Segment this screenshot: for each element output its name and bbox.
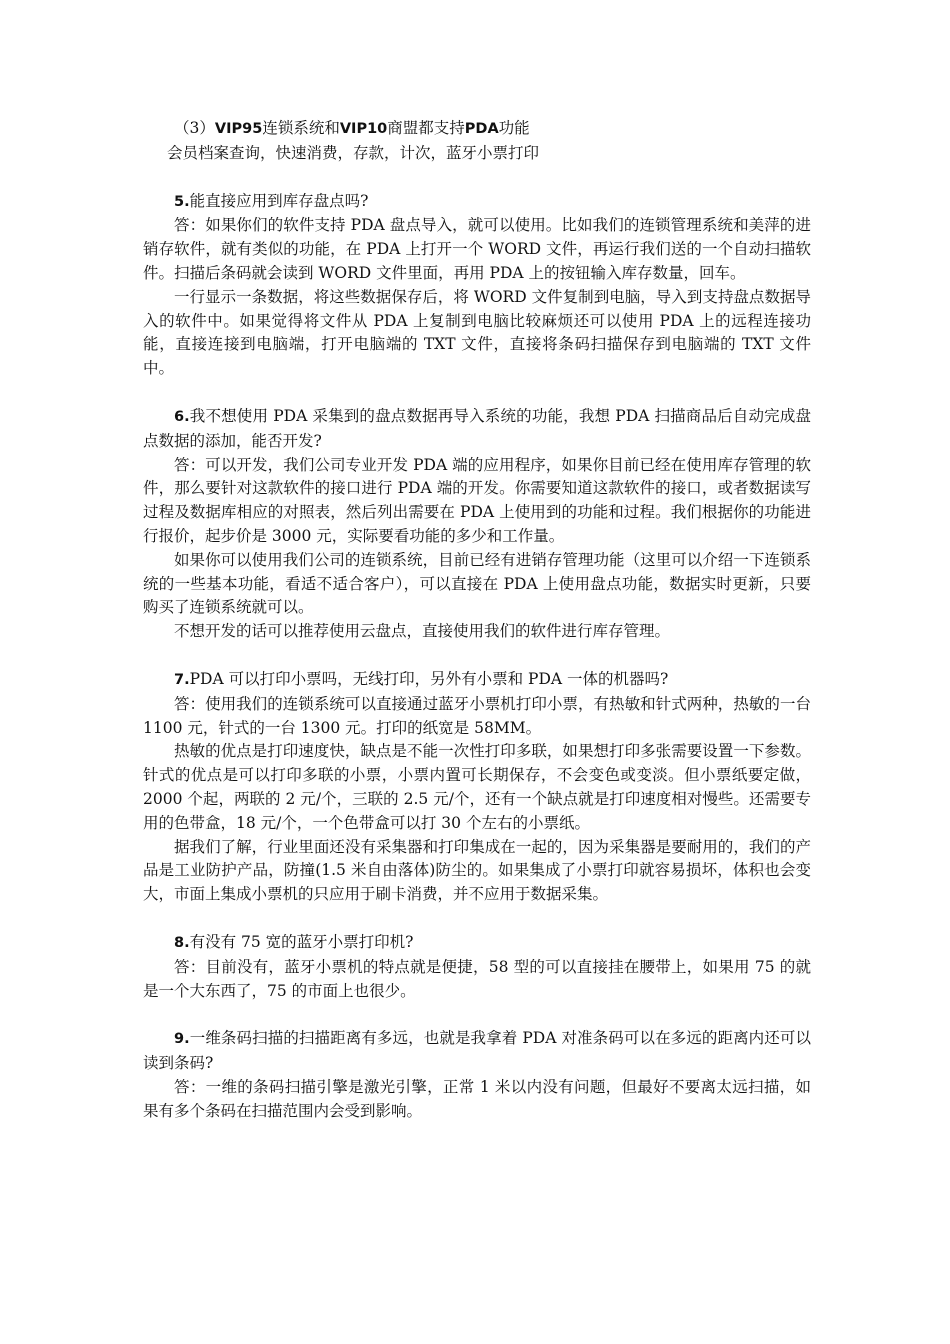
question-text: 能直接应用到库存盘点吗? xyxy=(189,191,369,210)
answer-paragraph: 一行显示一条数据，将这些数据保存后，将 WORD 文件复制到电脑，导入到支持盘点数据导入的软件中。如果觉得将文件从 PDA 上复制到电脑比较麻烦还可以使用 PDA 上的远程连接功能，直接连接到电脑端，打开电脑端的 TXT 文件，直接将条码扫描保存到电脑端的 TXT 文件中。 xyxy=(143,287,811,378)
intro-text-d: 商盟都支持 xyxy=(387,119,465,137)
answer-paragraph: 如果你可以使用我们公司的连锁系统，目前已经有进销存管理功能（这里可以介绍一下连锁系统的一些基本功能，看适不适合客户），可以直接在 PDA 上使用盘点功能，数据实时更新，只要购买了连锁系统就可以。 xyxy=(143,550,811,617)
answer-paragraph: 不想开发的话可以推荐使用云盘点，直接使用我们的软件进行库存管理。 xyxy=(174,622,671,641)
faq-section-6 xyxy=(143,405,811,644)
question-number: 9. xyxy=(174,1031,190,1048)
question-7 xyxy=(143,668,811,693)
intro-product-c: VIP10 xyxy=(339,121,388,137)
question-text: 一维条码扫描的扫描距离有多远，也就是我拿着 PDA 对准条码可以在多远的距离内还可以读到条码? xyxy=(143,1029,811,1073)
intro-features: 会员档案查询，快速消费，存款，计次，蓝牙小票打印 xyxy=(167,143,540,162)
answer-paragraph: 答：如果你们的软件支持 PDA 盘点导入，就可以使用。比如我们的连锁管理系统和美萍的进销存软件，就有类似的功能，在 PDA 上打开一个 WORD 文件，再运行我们送的一个自动扫描软件。扫描后条码就会读到 WORD 文件里面，再用 PDA 上的按钮输入库存数量，回车。 xyxy=(143,216,811,282)
question-number: 8. xyxy=(174,934,190,951)
answer-paragraph: 答：一维的条码扫描引擎是激光引擎，正常 1 米以内没有问题，但最好不要离太远扫描，如果有多个条码在扫描范围内会受到影响。 xyxy=(143,1077,811,1120)
answer-paragraph: 热敏的优点是打印速度快，缺点是不能一次性打印多联，如果想打印多张需要设置一下参数。针式的优点是可以打印多联的小票，小票内置可长期保存，不会变色或变淡。但小票纸要定做，2000 个起，两联的 2 元/个，三联的 2.5 元/个，还有一个缺点就是打印速度相对慢些。还需要专用的色带盒，18 元/个，一个色带盒可以打 30 个左右的小票纸。 xyxy=(143,742,811,832)
answer-paragraph: 答：目前没有，蓝牙小票机的特点就是便捷，58 型的可以直接挂在腰带上，如果用 75 的就是一个大东西了，75 的市面上也很少。 xyxy=(143,957,811,1000)
intro-product-a: VIP95 xyxy=(214,121,263,137)
intro-text-b: 连锁系统和 xyxy=(262,119,340,137)
intro-number: （3） xyxy=(174,119,215,137)
question-number: 6. xyxy=(174,408,190,425)
question-number: 5. xyxy=(174,193,190,210)
intro-text-f: 功能 xyxy=(498,119,530,137)
faq-section-9 xyxy=(143,1027,811,1123)
intro-heading xyxy=(143,117,811,142)
answer-paragraph: 据我们了解，行业里面还没有采集器和打印集成在一起的，因为采集器是要耐用的，我们的产品是工业防护产品，防撞(1.5 米自由落体)防尘的。如果集成了小票打印就容易损坏，体积也会变大，市面上集成小票机的只应用于刷卡消费，并不应用于数据采集。 xyxy=(143,837,811,904)
question-text: 我不想使用 PDA 采集到的盘点数据再导入系统的功能，我想 PDA 扫描商品后自动完成盘点数据的添加，能否开发? xyxy=(143,406,811,450)
answer-paragraph: 答：可以开发，我们公司专业开发 PDA 端的应用程序，如果你目前已经在使用库存管理的软件，那么要针对这款软件的接口进行 PDA 端的开发。你需要知道这款软件的接口，或者数据读写过程及数据库相应的对照表，然后列出需要在 PDA 上使用到的功能和过程。我们根据你的功能进行报价，起步价是 3000 元，实际要看功能的多少和工作量。 xyxy=(143,455,811,545)
question-number: 7. xyxy=(174,671,190,688)
question-text: PDA 可以打印小票吗，无线打印，另外有小票和 PDA 一体的机器吗? xyxy=(189,669,669,688)
faq-section-7 xyxy=(143,668,811,907)
question-9 xyxy=(143,1027,811,1076)
answer-paragraph: 答：使用我们的连锁系统可以直接通过蓝牙小票机打印小票，有热敏和针式两种，热敏的一台 1100 元，针式的一台 1300 元。打印的纸宽是 58MM。 xyxy=(143,694,811,737)
question-5 xyxy=(143,190,811,215)
question-8 xyxy=(143,931,811,956)
faq-section-5 xyxy=(143,190,811,381)
faq-section-8 xyxy=(143,931,811,1003)
question-text: 有没有 75 宽的蓝牙小票打印机? xyxy=(189,932,414,951)
question-6 xyxy=(143,405,811,454)
document-body xyxy=(143,117,811,1123)
intro-product-e: PDA xyxy=(464,121,499,137)
